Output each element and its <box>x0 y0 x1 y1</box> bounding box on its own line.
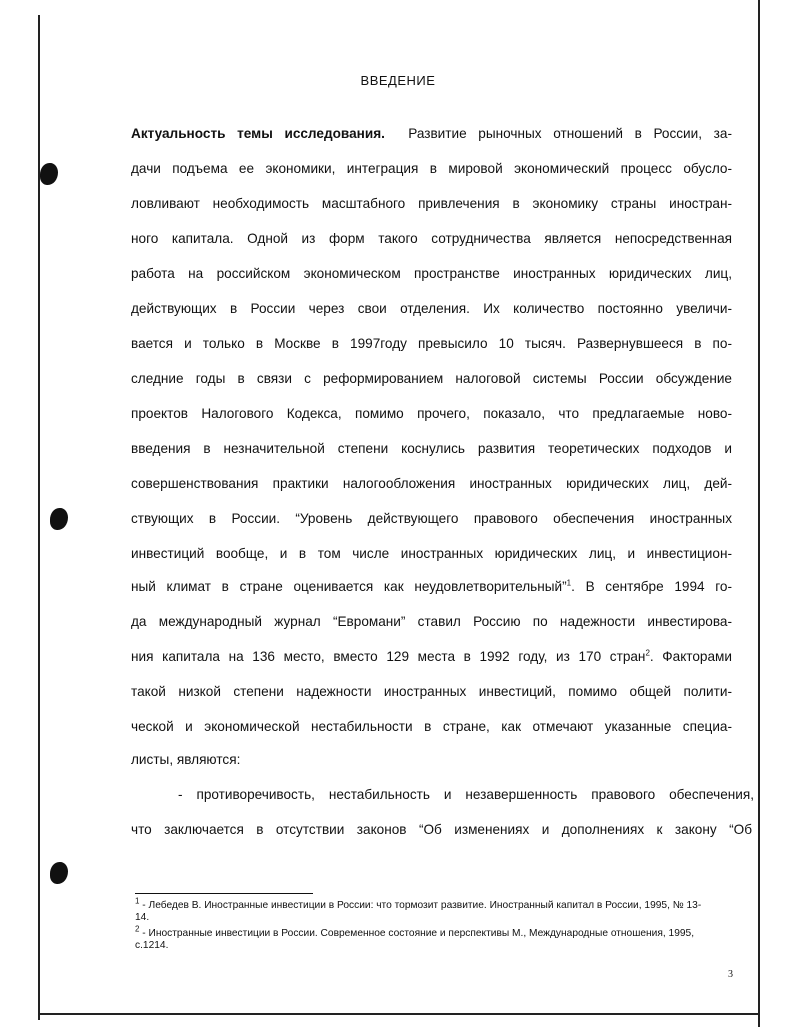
footnote-divider <box>135 893 313 894</box>
text-line: ческой и экономической нестабильности в стране, как отмечают указанные специа- <box>131 719 732 734</box>
text-line: ствующих в России. “Уровень действующего правового обеспечения иностранных <box>131 511 732 526</box>
text-line: да международный журнал “Евромани” ставил Россию по надежности инвестирова- <box>131 614 732 629</box>
text-line: - противоречивость, нестабильность и незавершенность правового обеспечения, <box>178 787 754 802</box>
punch-hole-mark <box>40 163 58 185</box>
text-line: ного капитала. Одной из форм такого сотрудничества является непосредственная <box>131 231 732 246</box>
scan-edge-left <box>38 15 40 1020</box>
section-heading: Актуальность темы исследования. <box>131 126 385 141</box>
scan-edge-bottom <box>38 1013 760 1015</box>
text-line: ния капитала на 136 место, вместо 129 места в 1992 году, из 170 стран$^2$. Факторами <box>131 648 732 664</box>
punch-hole-mark <box>50 508 68 530</box>
scan-edge-right <box>758 0 760 1027</box>
text-line: Актуальность темы исследования. Развитие рыночных отношений в России, за- <box>131 126 732 141</box>
footnote-1: $^1$ - Лебедев В. Иностранные инвестиции в России: что тормозит развитие. Иностранный капитал в России, 1995, № 13-14. <box>135 896 702 923</box>
text-line: ный климат в стране оценивается как неудовлетворительный”$^1$. В сентябре 1994 го- <box>131 578 732 594</box>
text-line: что заключается в отсутствии законов “Об изменениях и дополнениях к закону “Об <box>131 822 752 837</box>
punch-hole-mark <box>50 862 68 884</box>
text-line: вается и только в Москве в 1997году превысило 10 тысяч. Развернувшееся в по- <box>131 336 732 351</box>
footnote-mark: 1 <box>135 896 140 906</box>
footnote-ref: 1 <box>566 578 572 588</box>
text-line: следние годы в связи с реформированием налоговой системы России обсуждение <box>131 371 732 386</box>
text-line: введения в незначительной степени коснулись развития теоретических подходов и <box>131 441 732 456</box>
text-line: совершенствования практики налогообложения иностранных юридических лиц, дей- <box>131 476 732 491</box>
footnote-2: $^2$ - Иностранные инвестиции в России. Современное состояние и перспективы М., Международные отношения, 1995, с.1214. <box>135 924 695 951</box>
text-line: действующих в России через свои отделения. Их количество постоянно увеличи- <box>131 301 732 316</box>
text-line: инвестиций вообще, и в том числе иностранных юридических лиц, и инвестицион- <box>131 546 732 561</box>
text-line: проектов Налогового Кодекса, помимо прочего, показало, что предлагаемые ново- <box>131 406 732 421</box>
text-line: ловливают необходимость масштабного привлечения в экономику страны иностран- <box>131 196 732 211</box>
footnote-ref: 2 <box>645 648 650 658</box>
text-line: листы, являются: <box>131 752 241 767</box>
footnote-mark: 2 <box>135 924 140 934</box>
page-title: ВВЕДЕНИЕ <box>360 73 436 88</box>
page-number: 3 <box>728 969 733 980</box>
text-line: дачи подъема ее экономики, интеграция в мировой экономический процесс обусло- <box>131 161 732 176</box>
text-line: работа на российском экономическом пространстве иностранных юридических лиц, <box>131 266 732 281</box>
text-line: такой низкой степени надежности иностранных инвестиций, помимо общей полити- <box>131 684 732 699</box>
